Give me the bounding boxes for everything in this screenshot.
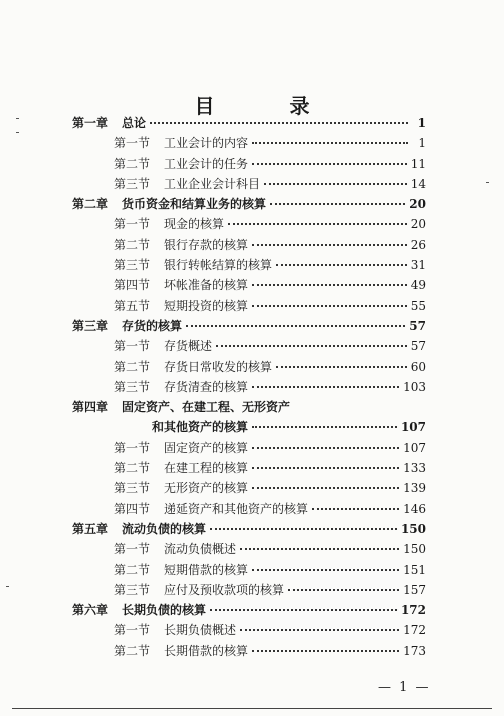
toc-entry-title: 存货概述 <box>164 339 213 354</box>
toc-page-number: 57 <box>409 318 426 333</box>
toc-dot-leader <box>252 142 408 144</box>
bottom-border-line <box>12 708 492 709</box>
toc-section-row <box>72 358 426 378</box>
toc-entry-title: 总论 <box>122 116 147 130</box>
toc-entry-number: 第三节 <box>114 258 151 273</box>
toc-page-number: 57 <box>410 339 426 354</box>
toc-page-number: 107 <box>400 420 426 435</box>
toc-entry-title: 坏帐准备的核算 <box>164 278 249 293</box>
toc-page-number: 20 <box>410 217 426 232</box>
toc-entry-title: 银行转帐结算的核算 <box>164 258 273 273</box>
toc-section-row <box>72 297 426 317</box>
toc-entry-title: 应付及预收款项的核算 <box>164 582 285 597</box>
toc-entry-title: 货币资金和结算业务的核算 <box>122 197 267 212</box>
toc-page-number: 1 <box>418 136 426 151</box>
toc-page-number: 60 <box>410 359 426 374</box>
page-number-footer: — 1 — <box>378 680 431 695</box>
toc-section-row <box>72 540 426 560</box>
toc-dot-leader <box>312 508 399 510</box>
toc-entry-title: 固定资产、在建工程、无形资产 <box>122 400 291 415</box>
toc-section-row <box>72 581 426 601</box>
toc-dot-leader <box>252 426 397 428</box>
toc-entry-title: 工业企业会计科目 <box>164 176 261 191</box>
toc-page-number: 20 <box>409 197 426 212</box>
toc-entry-number: 第一节 <box>114 339 151 354</box>
toc-entry-number: 第三节 <box>114 582 151 597</box>
toc-entry-number: 第二章 <box>72 197 109 212</box>
toc-page-number: 172 <box>400 603 426 618</box>
toc-page-number: 107 <box>403 440 426 455</box>
toc-chapter-row <box>72 317 426 337</box>
toc-section-row <box>72 276 426 296</box>
toc-entry-title: 长期负债概述 <box>164 623 237 638</box>
toc-dot-leader <box>210 528 397 530</box>
toc-dot-leader <box>252 163 407 165</box>
scan-mark <box>16 118 19 119</box>
toc-entry-title: 流动负债概述 <box>164 542 237 557</box>
toc-page-number: 103 <box>403 379 426 394</box>
toc-page-number: 139 <box>403 481 426 496</box>
toc-section-row <box>72 155 426 175</box>
toc-page-number: 173 <box>403 643 426 658</box>
toc-entry-number: 第二节 <box>114 461 151 476</box>
toc-entry-title: 存货的核算 <box>122 318 183 333</box>
toc-dot-leader <box>252 386 399 388</box>
toc-entry-title: 无形资产的核算 <box>164 481 249 496</box>
toc-section-row <box>72 500 426 520</box>
toc-section-row <box>72 256 426 276</box>
toc-section-row <box>72 621 426 641</box>
toc-entry-title: 固定资产的核算 <box>164 440 249 455</box>
toc-dot-leader <box>240 548 399 550</box>
scan-mark <box>6 586 9 587</box>
toc-page-number: 146 <box>403 501 426 516</box>
toc-page-number: 150 <box>403 542 426 557</box>
toc-dot-leader <box>264 183 407 185</box>
toc-entry-title: 长期负债的核算 <box>122 603 207 618</box>
toc-entry-number: 第四节 <box>114 501 151 516</box>
toc-entry-number: 第一节 <box>114 623 151 638</box>
toc-entry-number: 第三节 <box>114 379 151 394</box>
toc-dot-leader <box>216 345 407 347</box>
toc-dot-leader <box>288 589 399 591</box>
toc-entry-title: 现金的核算 <box>164 217 225 232</box>
toc-entry-title: 工业会计的内容 <box>164 136 249 151</box>
toc-entry-number: 第二节 <box>114 156 151 171</box>
toc-entry-title: 短期投资的核算 <box>164 298 249 313</box>
toc-entry-number: 第三节 <box>114 481 151 496</box>
toc-dot-leader <box>240 629 399 631</box>
toc-entry-number: 第二节 <box>114 237 151 252</box>
toc-entry-number: 第二节 <box>114 359 151 374</box>
toc-entry-number: 第一节 <box>114 217 151 232</box>
toc-dot-leader <box>252 244 407 246</box>
toc-entry-title: 存货清查的核算 <box>164 379 249 394</box>
toc-chapter-row <box>72 114 426 134</box>
toc-page-number: 1 <box>417 116 426 130</box>
toc-dot-leader <box>228 223 407 225</box>
toc-page-number: 133 <box>403 461 426 476</box>
toc-entry-number: 第一章 <box>72 116 109 130</box>
toc-entry-number: 第二节 <box>114 643 151 658</box>
toc-chapter-row <box>72 418 426 438</box>
toc-entry-number: 第四章 <box>72 400 109 415</box>
toc-page-number: 55 <box>410 298 426 313</box>
toc-entry-title: 存货日常收发的核算 <box>164 359 273 374</box>
toc-entry-number: 第四节 <box>114 278 151 293</box>
toc-dot-leader <box>252 305 407 307</box>
toc-section-row <box>72 642 426 662</box>
toc-entry-title: 在建工程的核算 <box>164 461 249 476</box>
toc-section-row <box>72 459 426 479</box>
toc-page-number: 14 <box>410 176 426 191</box>
toc-dot-leader <box>150 122 408 124</box>
toc-section-row <box>72 236 426 256</box>
toc-entry-number: 第五章 <box>72 521 109 536</box>
toc-page-number: 157 <box>403 582 426 597</box>
toc-dot-leader <box>252 284 407 286</box>
toc-page-number: 151 <box>403 562 426 577</box>
toc-entry-number: 第三章 <box>72 318 109 333</box>
toc-page-number: 172 <box>403 623 426 638</box>
toc-dot-leader <box>252 569 399 571</box>
toc-entry-number: 第二节 <box>114 562 151 577</box>
toc-page-number: 150 <box>400 521 426 536</box>
toc-entry-title: 短期借款的核算 <box>164 562 249 577</box>
toc-chapter-row <box>72 195 426 215</box>
scan-mark <box>16 132 19 133</box>
toc-dot-leader <box>210 609 397 611</box>
toc-entry-number: 第一节 <box>114 542 151 557</box>
toc-section-row <box>72 134 426 154</box>
toc-dot-leader <box>252 467 399 469</box>
toc-chapter-row <box>72 520 426 540</box>
toc-entry-number: 第一节 <box>114 440 151 455</box>
toc-dot-leader <box>270 203 405 205</box>
toc-entry-title: 工业会计的任务 <box>164 156 249 171</box>
toc-section-row <box>72 479 426 499</box>
toc-entry-number: 第三节 <box>114 176 151 191</box>
toc-dot-leader <box>186 325 405 327</box>
table-of-contents <box>72 114 426 662</box>
toc-entry-title: 长期借款的核算 <box>164 643 249 658</box>
toc-dot-leader <box>276 366 407 368</box>
toc-dot-leader <box>276 264 407 266</box>
toc-entry-title: 流动负债的核算 <box>122 521 207 536</box>
toc-section-row <box>72 439 426 459</box>
toc-section-row <box>72 175 426 195</box>
toc-page-number: 49 <box>410 278 426 293</box>
toc-entry-title: 递延资产和其他资产的核算 <box>164 501 309 516</box>
toc-section-row <box>72 561 426 581</box>
toc-dot-leader <box>252 447 399 449</box>
toc-dot-leader <box>252 487 399 489</box>
toc-section-row <box>72 215 426 235</box>
toc-page-number: 11 <box>410 156 426 171</box>
toc-dot-leader <box>252 650 399 652</box>
toc-entry-title: 和其他资产的核算 <box>152 420 249 435</box>
toc-entry-title: 银行存款的核算 <box>164 237 249 252</box>
toc-section-row <box>72 337 426 357</box>
toc-chapter-row <box>72 398 426 418</box>
toc-page-number: 31 <box>410 258 426 273</box>
toc-section-row <box>72 378 426 398</box>
toc-entry-number: 第六章 <box>72 603 109 618</box>
toc-entry-number: 第一节 <box>114 136 151 151</box>
toc-page-number: 26 <box>410 237 426 252</box>
page-title: 目 录 <box>194 94 344 118</box>
toc-entry-number: 第五节 <box>114 298 151 313</box>
toc-chapter-row <box>72 601 426 621</box>
scan-mark <box>486 182 489 183</box>
